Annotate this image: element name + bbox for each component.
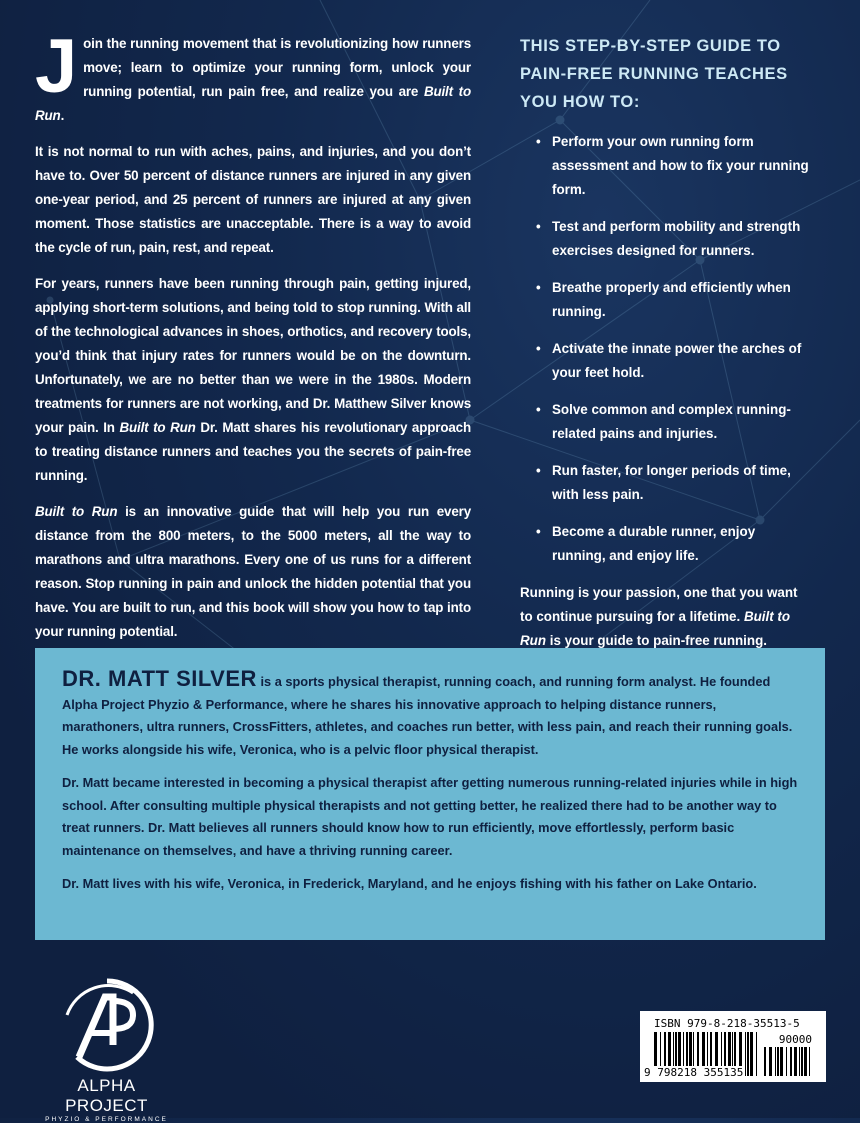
book-title-italic: Built to Run xyxy=(520,609,791,648)
text-segment: Dr. Matt shares his revolutionary approach to treating distance runners and teaches you the secrets of pain-free running. xyxy=(35,420,471,483)
benefits-heading: THIS STEP-BY-STEP GUIDE TO PAIN-FREE RUNNING TEACHES YOU HOW TO: xyxy=(520,37,788,111)
text-segment: is your guide to pain-free running. xyxy=(546,633,767,648)
benefit-item: • Breathe properly and efficiently when running. xyxy=(534,276,810,324)
barcode-bar xyxy=(804,1047,807,1076)
isbn-barcode xyxy=(640,1011,826,1082)
author-bio-box xyxy=(35,648,825,940)
description-paragraph xyxy=(35,24,471,128)
description-paragraph xyxy=(35,500,471,644)
text-segment: Running is your passion, one that you want to continue pursuing for a lifetime. xyxy=(520,585,798,624)
benefits-column xyxy=(520,32,810,653)
text-segment: . xyxy=(60,108,65,123)
barcode-bar xyxy=(745,1032,746,1076)
book-title-italic: Built to Run xyxy=(119,420,196,435)
benefits-closing xyxy=(520,581,810,653)
barcode-bar xyxy=(750,1032,753,1076)
description-paragraphs xyxy=(35,24,471,644)
publisher-logo xyxy=(34,975,179,1123)
barcode-bar xyxy=(756,1032,757,1076)
barcode-bar xyxy=(790,1047,792,1076)
isbn-label: ISBN 979-8-218-35513-5 xyxy=(654,1017,800,1030)
barcode-bar xyxy=(801,1047,803,1076)
barcode-bar xyxy=(799,1047,800,1076)
benefit-item: • Become a durable runner, enjoy running, and enjoy life. xyxy=(534,520,810,568)
barcode-bar xyxy=(809,1047,810,1076)
benefit-item: • Run faster, for longer periods of time, with less pain. xyxy=(534,459,810,507)
bio-text: is a sports physical therapist, running coach, and running form analyst. He founded Alpha Project Phyzio & Performance, where he shares his innovative approach to helping distance runners, marathoners, ultra runners, CrossFitters, athletes, and coaches run better, with less pain, and reach their running goals. He works alongside his wife, Veronica, who is a pelvic floor physical therapist. xyxy=(62,674,793,757)
text-segment: is an innovative guide that will help you run every distance from the 800 meters, to the 5000 meters, all the way to marathons and ultra marathons. Every one of us runs for a different reason. Stop running in pain and unlock the hidden potential that you have. You are built to run, and this book will show you how to tap into your running potential. xyxy=(35,504,471,639)
barcode-bar xyxy=(747,1032,749,1076)
bio-paragraph: Dr. Matt became interested in becoming a physical therapist after getting numerous running-related injuries while in high school. After consulting multiple physical therapists and not getting better, he realized there had to be another way to treat runners. Dr. Matt believes all runners should know how to run efficiently, move effortlessly, perform basic maintenance on themselves, and have a thriving running career. xyxy=(62,775,798,858)
description-paragraph xyxy=(35,140,471,260)
benefit-item: • Activate the innate power the arches of your feet hold. xyxy=(534,337,810,385)
description-paragraph xyxy=(35,272,471,488)
benefit-item: • Test and perform mobility and strength exercises designed for runners. xyxy=(534,215,810,263)
logo-title: ALPHA PROJECT xyxy=(65,1076,148,1115)
barcode-bar xyxy=(775,1047,776,1076)
barcode-bar xyxy=(764,1047,766,1076)
description-column xyxy=(35,24,471,656)
book-title-italic: Built to Run xyxy=(35,84,471,123)
book-title-italic: Built to Run xyxy=(35,504,118,519)
text-segment: oin the running movement that is revolutionizing how runners move; learn to optimize your running form, unlock your running potential, run pain free, and realize you are xyxy=(83,36,471,99)
barcode-bar xyxy=(769,1047,772,1076)
benefit-item: • Solve common and complex running-related pains and injuries. xyxy=(534,398,810,446)
benefits-list xyxy=(520,130,810,568)
price-barcode-bars xyxy=(764,1047,814,1076)
barcode-bar xyxy=(794,1047,797,1076)
barcode-bar xyxy=(777,1047,779,1076)
bio-paragraph xyxy=(62,668,799,761)
text-segment: It is not normal to run with aches, pains, and injuries, and you don’t have to. Over 50 percent of distance runners are injured in any given one-year period, and 25 percent of runners are injured at any given moment. Those statistics are unacceptable. There is a way to avoid the cycle of run, pain, rest, and repeat. xyxy=(35,144,471,255)
bio-paragraph: Dr. Matt lives with his wife, Veronica, in Frederick, Maryland, and he enjoys fishing with his father on Lake Ontario. xyxy=(62,876,757,891)
barcode-bar xyxy=(786,1047,787,1076)
barcode-bar xyxy=(780,1047,783,1076)
benefit-item: • Perform your own running form assessment and how to fix your running form. xyxy=(534,130,810,202)
ap-logo-icon xyxy=(57,975,157,1075)
author-name: DR. MATT SILVER xyxy=(62,666,257,691)
text-segment: For years, runners have been running through pain, getting injured, applying short-term solutions, and being told to stop running. With all of the technological advances in shoes, orthotics, and recovery tools, you’d think that injury rates for runners would be on the downturn. Unfortunately, we are no better than we were in the 1980s. Modern treatments for runners are not working, and Dr. Matthew Silver knows your pain. In xyxy=(35,276,471,435)
logo-subtitle: PHYZIO & PERFORMANCE xyxy=(45,1116,168,1123)
price-code: 90000 xyxy=(778,1033,812,1046)
barcode-number: 9 798218 355135 xyxy=(644,1066,744,1079)
drop-cap: J xyxy=(35,24,78,109)
